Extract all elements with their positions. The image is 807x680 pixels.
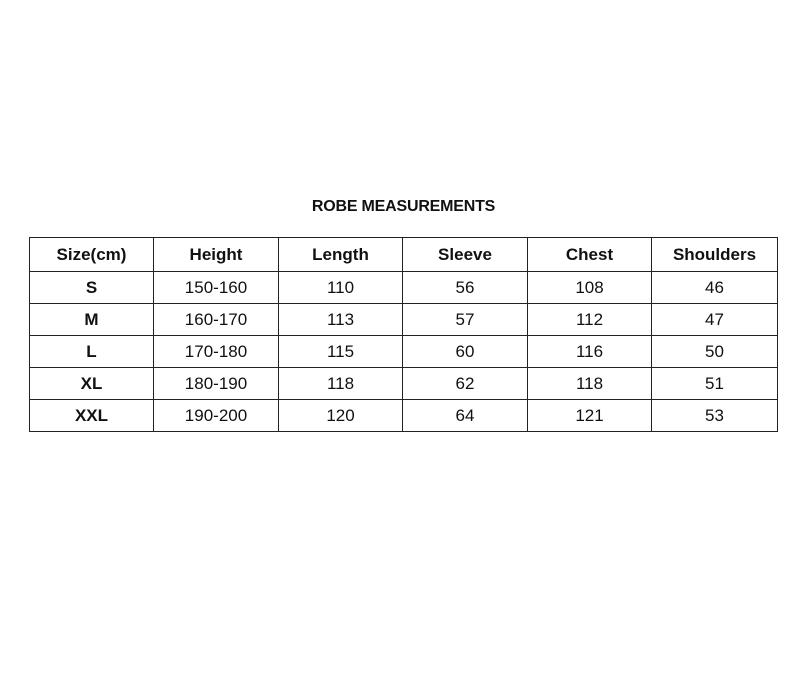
- cell-shoulders: 46: [652, 272, 778, 304]
- cell-chest: 108: [528, 272, 652, 304]
- header-height: Height: [154, 238, 279, 272]
- cell-length: 120: [279, 400, 403, 432]
- header-chest: Chest: [528, 238, 652, 272]
- cell-shoulders: 50: [652, 336, 778, 368]
- cell-length: 113: [279, 304, 403, 336]
- table-row: [30, 304, 778, 336]
- cell-size: S: [30, 272, 154, 304]
- cell-sleeve: 57: [403, 304, 528, 336]
- cell-size: XXL: [30, 400, 154, 432]
- measurements-table: [29, 237, 778, 432]
- table-row: [30, 368, 778, 400]
- table-row: [30, 272, 778, 304]
- cell-length: 118: [279, 368, 403, 400]
- table-row: [30, 400, 778, 432]
- page-title: ROBE MEASUREMENTS: [311, 198, 496, 215]
- cell-shoulders: 53: [652, 400, 778, 432]
- cell-size: XL: [30, 368, 154, 400]
- cell-chest: 116: [528, 336, 652, 368]
- cell-shoulders: 47: [652, 304, 778, 336]
- header-shoulders: Shoulders: [652, 238, 778, 272]
- cell-height: 170-180: [154, 336, 279, 368]
- cell-height: 150-160: [154, 272, 279, 304]
- header-size: Size(cm): [30, 238, 154, 272]
- cell-height: 190-200: [154, 400, 279, 432]
- cell-height: 160-170: [154, 304, 279, 336]
- cell-sleeve: 56: [403, 272, 528, 304]
- cell-chest: 112: [528, 304, 652, 336]
- cell-size: L: [30, 336, 154, 368]
- header-sleeve: Sleeve: [403, 238, 528, 272]
- cell-chest: 118: [528, 368, 652, 400]
- cell-sleeve: 60: [403, 336, 528, 368]
- cell-height: 180-190: [154, 368, 279, 400]
- cell-length: 115: [279, 336, 403, 368]
- cell-size: M: [30, 304, 154, 336]
- cell-length: 110: [279, 272, 403, 304]
- cell-sleeve: 62: [403, 368, 528, 400]
- header-length: Length: [279, 238, 403, 272]
- table-row: [30, 336, 778, 368]
- table-header-row: [30, 238, 778, 272]
- cell-chest: 121: [528, 400, 652, 432]
- cell-shoulders: 51: [652, 368, 778, 400]
- cell-sleeve: 64: [403, 400, 528, 432]
